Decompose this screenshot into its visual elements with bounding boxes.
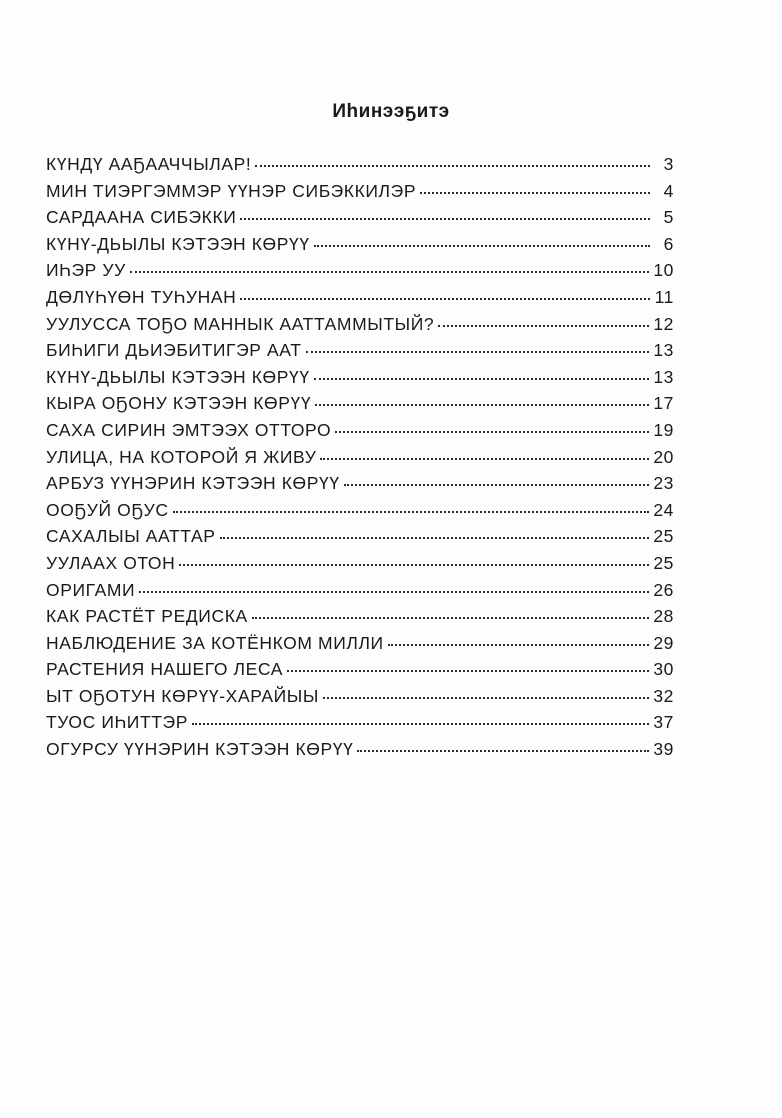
dot-leader	[314, 378, 650, 380]
dot-leader	[388, 644, 650, 646]
toc-entry-page-number: 37	[653, 712, 674, 733]
toc-entry-page-number: 23	[653, 473, 674, 494]
toc-entry-title: КҮНҮ-ДЬЫЛЫ КЭТЭЭН КӨРҮҮ	[46, 233, 310, 254]
dot-leader	[179, 564, 649, 566]
page-title: Иһинээҕитэ	[332, 101, 450, 122]
toc-entry-title: ЫТ ОҔОТУН КӨРҮҮ-ХАРАЙЫЫ	[46, 685, 319, 706]
dot-leader	[240, 298, 650, 300]
dot-leader	[420, 192, 650, 194]
toc-entry-page-number: 10	[653, 260, 674, 281]
toc-entry-page-number: 11	[654, 286, 674, 307]
toc-entry-page-number: 24	[653, 499, 674, 520]
toc-entry-page-number: 20	[653, 446, 674, 467]
toc-entry	[46, 633, 674, 660]
toc-entry-page-number: 29	[653, 632, 674, 653]
toc-entry-page-number: 5	[663, 207, 674, 228]
toc-entry-title: САХА СИРИН ЭМТЭЭХ ОТТОРО	[46, 419, 332, 440]
toc-entry	[46, 287, 674, 314]
toc-entry	[46, 393, 674, 420]
toc-entry	[46, 260, 674, 287]
toc-entry-title: САРДААНА СИБЭККИ	[46, 207, 237, 228]
toc-entry	[46, 314, 674, 341]
toc-entry-page-number: 25	[653, 526, 674, 547]
toc-entry-page-number: 17	[653, 393, 674, 414]
table-of-contents	[46, 154, 674, 766]
dot-leader	[173, 511, 650, 513]
dot-leader	[357, 750, 649, 752]
toc-entry-page-number: 39	[653, 739, 674, 760]
dot-leader	[139, 591, 649, 593]
toc-entry-title: ТУОС ИҺИТТЭР	[46, 712, 188, 733]
toc-entry-page-number: 32	[653, 685, 674, 706]
toc-entry	[46, 181, 674, 208]
toc-entry	[46, 553, 674, 580]
toc-entry-page-number: 6	[663, 233, 674, 254]
toc-entry	[46, 473, 674, 500]
toc-entry-title: ДӨЛҮҺҮӨН ТУҺУНАН	[46, 286, 237, 307]
toc-entry	[46, 154, 674, 181]
toc-entry-title: АРБУЗ ҮҮНЭРИН КЭТЭЭН КӨРҮҮ	[46, 473, 340, 494]
toc-entry-title: УЛИЦА, НА КОТОРОЙ Я ЖИВУ	[46, 446, 317, 467]
dot-leader	[220, 537, 650, 539]
toc-entry-title: КҮНҮ-ДЬЫЛЫ КЭТЭЭН КӨРҮҮ	[46, 366, 310, 387]
toc-entry-title: КЫРА ОҔОНУ КЭТЭЭН КӨРҮҮ	[46, 393, 312, 414]
dot-leader	[344, 484, 650, 486]
dot-leader	[252, 617, 650, 619]
toc-entry-page-number: 30	[653, 659, 674, 680]
toc-entry	[46, 606, 674, 633]
dot-leader	[192, 723, 649, 725]
toc-entry-title: КАК РАСТЁТ РЕДИСКА	[46, 606, 248, 627]
dot-leader	[130, 271, 650, 273]
toc-entry-page-number: 13	[653, 366, 674, 387]
toc-entry	[46, 686, 674, 713]
toc-entry-title: УУЛУССА ТОҔО МАННЫК ААТТАММЫТЫЙ?	[46, 313, 435, 334]
toc-entry	[46, 367, 674, 394]
toc-entry	[46, 712, 674, 739]
toc-entry-page-number: 28	[653, 606, 674, 627]
toc-entry-page-number: 4	[663, 180, 674, 201]
toc-entry-title: КҮНДҮ ААҔААЧЧЫЛАР!	[46, 154, 252, 174]
toc-entry-title: ИҺЭР УУ	[46, 260, 126, 281]
toc-entry-title: РАСТЕНИЯ НАШЕГО ЛЕСА	[46, 659, 283, 680]
toc-entry	[46, 447, 674, 474]
toc-entry-page-number: 25	[653, 552, 674, 573]
toc-entry	[46, 659, 674, 686]
toc-entry-title: ОРИГАМИ	[46, 579, 136, 600]
toc-entry	[46, 526, 674, 553]
toc-entry	[46, 234, 674, 261]
dot-leader	[314, 245, 650, 247]
toc-entry-page-number: 12	[653, 313, 674, 334]
dot-leader	[335, 431, 649, 433]
dot-leader	[287, 670, 649, 672]
toc-entry	[46, 207, 674, 234]
toc-entry-title: ОГУРСУ ҮҮНЭРИН КЭТЭЭН КӨРҮҮ	[46, 739, 354, 760]
toc-entry	[46, 340, 674, 367]
toc-entry-title: УУЛААХ ОТОН	[46, 552, 176, 573]
toc-entry-page-number: 3	[663, 154, 674, 174]
toc-entry	[46, 580, 674, 607]
dot-leader	[240, 218, 650, 220]
toc-entry-title: БИҺИГИ ДЬИЭБИТИГЭР ААТ	[46, 340, 302, 361]
dot-leader	[323, 697, 649, 699]
toc-entry-title: МИН ТИЭРГЭММЭР ҮҮНЭР СИБЭККИЛЭР	[46, 180, 417, 201]
dot-leader	[315, 404, 649, 406]
toc-entry-page-number: 13	[653, 340, 674, 361]
dot-leader	[320, 458, 649, 460]
dot-leader	[306, 351, 650, 353]
toc-entry-page-number: 26	[653, 579, 674, 600]
toc-entry-page-number: 19	[653, 419, 674, 440]
dot-leader	[255, 165, 650, 167]
dot-leader	[438, 325, 649, 327]
toc-entry	[46, 739, 674, 766]
toc-entry	[46, 420, 674, 447]
toc-entry	[46, 500, 674, 527]
toc-entry-title: НАБЛЮДЕНИЕ ЗА КОТЁНКОМ МИЛЛИ	[46, 632, 384, 653]
toc-entry-title: ООҔУЙ ОҔУС	[46, 499, 169, 520]
toc-entry-title: САХАЛЫЫ ААТТАР	[46, 526, 216, 547]
